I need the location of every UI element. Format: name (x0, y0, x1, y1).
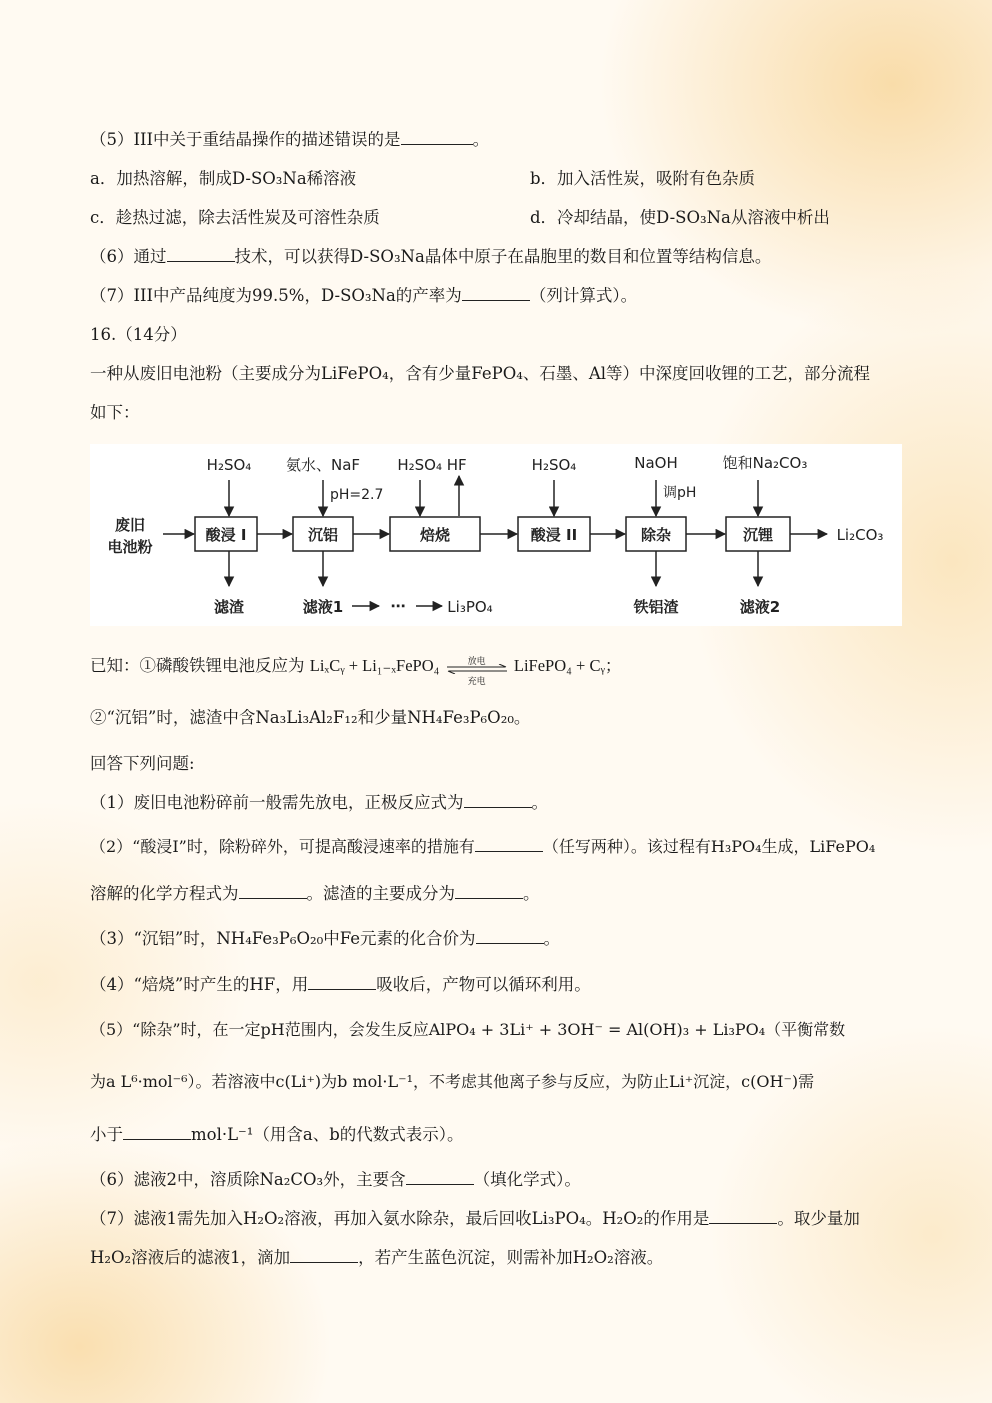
input-h2so4-hf: H₂SO₄ HF (397, 456, 467, 474)
reversible-arrow: 放电 充电 (445, 656, 509, 678)
note-adjust-ph: 调pH (663, 485, 697, 501)
known-1: 已知：①磷酸铁锂电池反应为 LiₓCᵧ + Li₁₋ₓFePO₄ 放电 充电 LiFePO₄ + Cᵧ； (90, 656, 622, 687)
svg-text:除杂: 除杂 (640, 526, 672, 544)
answer-blank[interactable] (401, 130, 473, 145)
answer-blank[interactable] (406, 1170, 474, 1185)
q16-part2-line2: 溶解的化学方程式为 。滤渣的主要成分为 。 (90, 884, 540, 903)
output-dots: ⋯ (390, 597, 406, 615)
q16-header: 16.（14分） (90, 325, 187, 344)
start-label-line1: 废旧 (114, 516, 146, 534)
answer-blank[interactable] (239, 884, 307, 899)
output-residue: 滤渣 (213, 598, 245, 616)
process-flow-diagram (90, 444, 902, 626)
q16-part1: （1）废旧电池粉碎前一般需先放电，正极反应式为 。 (90, 793, 548, 812)
box-precipitate-al (293, 517, 353, 551)
option-c: c．趁热过滤，除去活性炭及可溶性杂质 (90, 208, 380, 227)
input-ammonia-naf: 氨水、NaF (285, 456, 361, 474)
q16-part5-line3: 小于 mol·L⁻¹（用含a、b的代数式表示）。 (90, 1125, 464, 1144)
q16-part5-line1: （5）“除杂”时，在一定pH范围内，会发生反应AlPO₄ + 3Li⁺ + 3OH⁻ = Al(OH)₃ + Li₃PO₄（平衡常数 (90, 1020, 846, 1039)
box-precipitate-li (726, 517, 790, 551)
answer-blank[interactable] (290, 1248, 358, 1263)
q16-intro-line2: 如下： (90, 403, 140, 422)
q16-part7-line2: H₂O₂溶液后的滤液1，滴加 ，若产生蓝色沉淀，则需补加H₂O₂溶液。 (90, 1248, 664, 1267)
answer-blank[interactable] (308, 975, 376, 990)
option-a: a．加热溶解，制成D-SO₃Na稀溶液 (90, 169, 357, 188)
box-remove-impurity (626, 517, 686, 551)
answer-blank[interactable] (455, 884, 523, 899)
q16-part4: （4）“焙烧”时产生的HF，用 吸收后，产物可以循环利用。 (90, 975, 591, 994)
input-sat-na2co3: 饱和Na₂CO₃ (722, 454, 808, 472)
option-d: d．冷却结晶，使D-SO₃Na从溶液中析出 (530, 208, 830, 227)
input-h2so4-2: H₂SO₄ (531, 456, 577, 474)
output-filtrate1: 滤液1 (302, 598, 344, 616)
output-filtrate2: 滤液2 (739, 598, 781, 616)
q16-part3: （3）“沉铝”时，NH₄Fe₃P₆O₂₀中Fe元素的化合价为 。 (90, 929, 561, 948)
product-li2co3: Li₂CO₃ (836, 526, 884, 544)
q16-part2-line1: （2）“酸浸I”时，除粉碎外，可提高酸浸速率的措施有 （任写两种）。该过程有H₃PO₄生成，LiFePO₄ (90, 837, 876, 856)
answer-blank[interactable] (464, 793, 532, 808)
svg-text:酸浸 I: 酸浸 I (205, 526, 247, 544)
box-acid-leach-2 (518, 517, 590, 551)
known-2: ②“沉铝”时，滤渣中含Na₃Li₃Al₂F₁₂和少量NH₄Fe₃P₆O₂₀。 (90, 708, 531, 727)
answer-blank[interactable] (476, 929, 544, 944)
svg-text:沉锂: 沉锂 (742, 526, 774, 544)
q16-part5-line2: 为a L⁶·mol⁻⁶）。若溶液中c(Li⁺)为b mol·L⁻¹，不考虑其他离子参与反应，为防止Li⁺沉淀，c(OH⁻)需 (90, 1072, 815, 1091)
q16-part6: （6）滤液2中，溶质除Na₂CO₃外，主要含 （填化学式）。 (90, 1170, 581, 1189)
start-label-line2: 电池粉 (107, 538, 153, 556)
q15-part5: （5）III中关于重结晶操作的描述错误的是 。 (90, 130, 490, 149)
answer-blank[interactable] (709, 1209, 777, 1224)
svg-text:焙烧: 焙烧 (419, 526, 451, 544)
q15-part7: （7）III中产品纯度为99.5%，D-SO₃Na的产率为 （列计算式）。 (90, 286, 638, 305)
answer-blank[interactable] (475, 837, 543, 852)
q16-intro-line1: 一种从废旧电池粉（主要成分为LiFePO₄，含有少量FePO₄、石墨、Al等）中深度回收锂的工艺，部分流程 (90, 364, 871, 383)
input-naoh: NaOH (634, 454, 678, 472)
answer-prompt: 回答下列问题: (90, 754, 195, 773)
q16-part7-line1: （7）滤液1需先加入H₂O₂溶液，再加入氨水除杂，最后回收Li₃PO₄。H₂O₂的作用是 。取少量加 (90, 1209, 860, 1228)
note-ph: pH=2.7 (330, 487, 384, 503)
input-h2so4-1: H₂SO₄ (206, 456, 252, 474)
box-roast (390, 517, 480, 551)
svg-text:酸浸 II: 酸浸 II (530, 526, 578, 544)
answer-blank[interactable] (462, 286, 530, 301)
output-li3po4: Li₃PO₄ (447, 598, 493, 616)
answer-blank[interactable] (123, 1125, 191, 1140)
output-fe-al-residue: 铁铝渣 (633, 598, 679, 616)
answer-blank[interactable] (167, 247, 235, 262)
q15-part6: （6）通过 技术，可以获得D-SO₃Na晶体中原子在晶胞里的数目和位置等结构信息。 (90, 247, 772, 266)
svg-text:沉铝: 沉铝 (307, 526, 339, 544)
box-acid-leach-1 (195, 517, 257, 551)
option-b: b．加入活性炭，吸附有色杂质 (530, 169, 756, 188)
